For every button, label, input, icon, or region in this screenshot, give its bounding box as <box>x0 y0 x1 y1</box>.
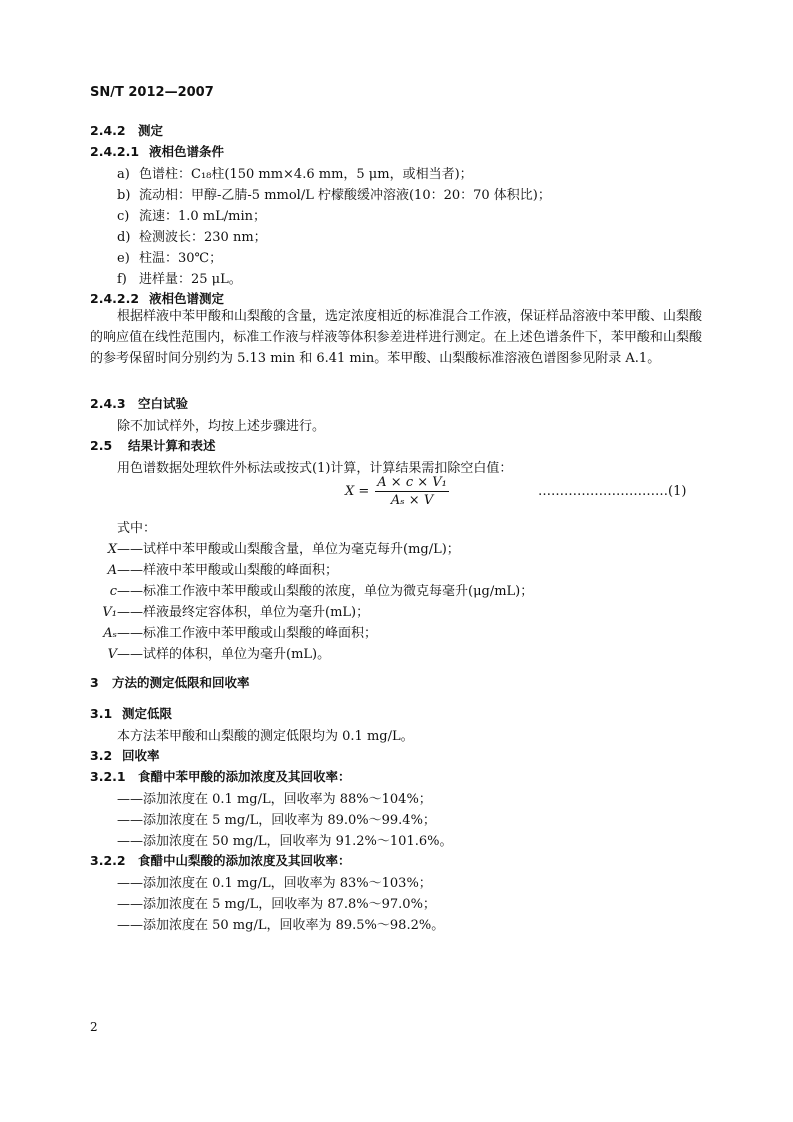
section-title: 结果计算和表述 <box>128 438 216 453</box>
formula-number <box>538 484 686 499</box>
section-number: 2.5 <box>90 438 113 453</box>
section-3-heading <box>90 673 250 691</box>
list-item: ——添加浓度在 0.1 mg/L，回收率为 88%～104%； <box>117 792 432 807</box>
section-title: 食醋中山梨酸的添加浓度及其回收率： <box>138 853 351 868</box>
definition-text: ——试样的体积，单位为毫升(mL)。 <box>117 647 331 662</box>
section-number: 3.2 <box>90 748 113 763</box>
section-2-4-2-heading <box>90 121 163 139</box>
section-title: 液相色谱条件 <box>149 144 225 159</box>
leader-dots: ………………………… <box>538 484 668 499</box>
section-title: 方法的测定低限和回收率 <box>112 675 250 690</box>
list-item: ——添加浓度在 5 mg/L，回收率为 87.8%～97.0%； <box>117 897 436 912</box>
section-number: 2.4.2.1 <box>90 144 140 159</box>
definition-row <box>75 538 460 557</box>
list-item <box>117 268 242 287</box>
section-number: 3.1 <box>90 706 113 721</box>
section-2-4-2-2-heading <box>90 289 224 307</box>
definition-text: ——标准工作液中苯甲酸或山梨酸的峰面积； <box>117 626 378 641</box>
list-item <box>117 247 222 266</box>
list-item <box>117 205 266 224</box>
definition-symbol: V₁ <box>102 605 117 620</box>
definition-symbol: V <box>107 647 117 662</box>
section-number: 2.4.3 <box>90 396 126 411</box>
list-text: 柱温：30℃； <box>139 251 223 266</box>
definition-symbol: A <box>107 563 117 578</box>
list-text: 色谱柱：C₁₈柱(150 mm×4.6 mm，5 μm，或相当者)； <box>139 167 473 182</box>
definition-symbol: c <box>109 584 117 599</box>
section-3-1-heading <box>90 704 172 722</box>
paragraph: 除不加试样外，均按上述步骤进行。 <box>117 419 326 434</box>
list-item <box>117 163 473 182</box>
formula-lhs: X = <box>345 484 370 499</box>
section-2-5-heading <box>90 436 216 454</box>
section-3-2-heading <box>90 746 160 764</box>
definition-row <box>75 622 377 641</box>
list-label: a) <box>117 167 130 182</box>
list-text: 流动相：甲醇-乙腈-5 mmol/L 柠檬酸缓冲溶液(10：20：70 体积比)； <box>139 188 551 203</box>
definition-row <box>75 643 330 662</box>
definition-row <box>75 601 369 620</box>
list-label: c) <box>117 209 130 224</box>
list-item <box>117 184 551 203</box>
paragraph: 本方法苯甲酸和山梨酸的测定低限均为 0.1 mg/L。 <box>117 729 414 744</box>
definition-text: ——试样中苯甲酸或山梨酸含量，单位为毫克每升(mg/L)； <box>117 542 460 557</box>
section-title: 回收率 <box>122 748 160 763</box>
section-number: 3.2.1 <box>90 769 126 784</box>
section-3-2-2-heading <box>90 851 351 869</box>
formula-fraction <box>375 475 449 508</box>
section-number: 3.2.2 <box>90 853 126 868</box>
list-text: 检测波长：230 nm； <box>139 230 267 245</box>
list-text: 流速：1.0 mL/min； <box>139 209 267 224</box>
list-label: b) <box>117 188 131 203</box>
list-label: e) <box>117 251 130 266</box>
definition-text: ——标准工作液中苯甲酸或山梨酸的浓度，单位为微克每毫升(μg/mL)； <box>117 584 534 599</box>
definition-symbol: Aₛ <box>103 626 117 641</box>
page-number: 2 <box>90 1020 98 1034</box>
section-title: 测定 <box>138 123 164 138</box>
section-number: 2.4.2 <box>90 123 126 138</box>
section-title: 测定低限 <box>122 706 173 721</box>
section-title: 液相色谱测定 <box>149 291 225 306</box>
definition-symbol: X <box>107 542 117 557</box>
definition-text: ——样液中苯甲酸或山梨酸的峰面积； <box>117 563 339 578</box>
list-label: d) <box>117 230 131 245</box>
section-2-4-2-1-heading <box>90 142 224 160</box>
section-number: 3 <box>90 675 99 690</box>
definition-row <box>75 559 338 578</box>
section-title: 空白试验 <box>138 396 189 411</box>
list-item: ——添加浓度在 50 mg/L，回收率为 91.2%～101.6%。 <box>117 834 453 849</box>
paragraph: 根据样液中苯甲酸和山梨酸的含量，选定浓度相近的标准混合工作液，保证样品溶液中苯甲酸、山梨酸的响应值在线性范围内，标准工作液与样液等体积参差进样进行测定。在上述色谱条件下，苯甲酸和山梨酸的参考保留时间分别约为 5.13 min 和 6.41 min。苯甲酸、山梨酸标准溶液色谱图参见附录 A.1。 <box>90 309 703 366</box>
section-3-2-1-heading <box>90 767 351 785</box>
section-number: 2.4.2.2 <box>90 291 140 306</box>
equation-number: (1) <box>668 484 687 499</box>
list-label: f) <box>117 272 127 287</box>
definition-text: ——样液最终定容体积，单位为毫升(mL)； <box>117 605 370 620</box>
formula-denominator: Aₛ × V <box>390 493 434 508</box>
definition-row <box>75 580 533 599</box>
list-item: ——添加浓度在 5 mg/L，回收率为 89.0%～99.4%； <box>117 813 436 828</box>
paragraph: 用色谱数据处理软件外标法或按式(1)计算，计算结果需扣除空白值： <box>117 461 513 476</box>
list-item: ——添加浓度在 50 mg/L，回收率为 89.5%～98.2%。 <box>117 918 445 933</box>
document-header: SN/T 2012—2007 <box>90 85 214 100</box>
formula-numerator: A × c × V₁ <box>377 475 447 490</box>
section-2-4-3-heading <box>90 394 188 412</box>
formula <box>345 475 449 509</box>
section-title: 食醋中苯甲酸的添加浓度及其回收率： <box>138 769 351 784</box>
list-item: ——添加浓度在 0.1 mg/L，回收率为 83%～103%； <box>117 876 432 891</box>
list-text: 进样量：25 μL。 <box>139 272 242 287</box>
where-label: 式中： <box>117 521 157 536</box>
list-item <box>117 226 267 245</box>
